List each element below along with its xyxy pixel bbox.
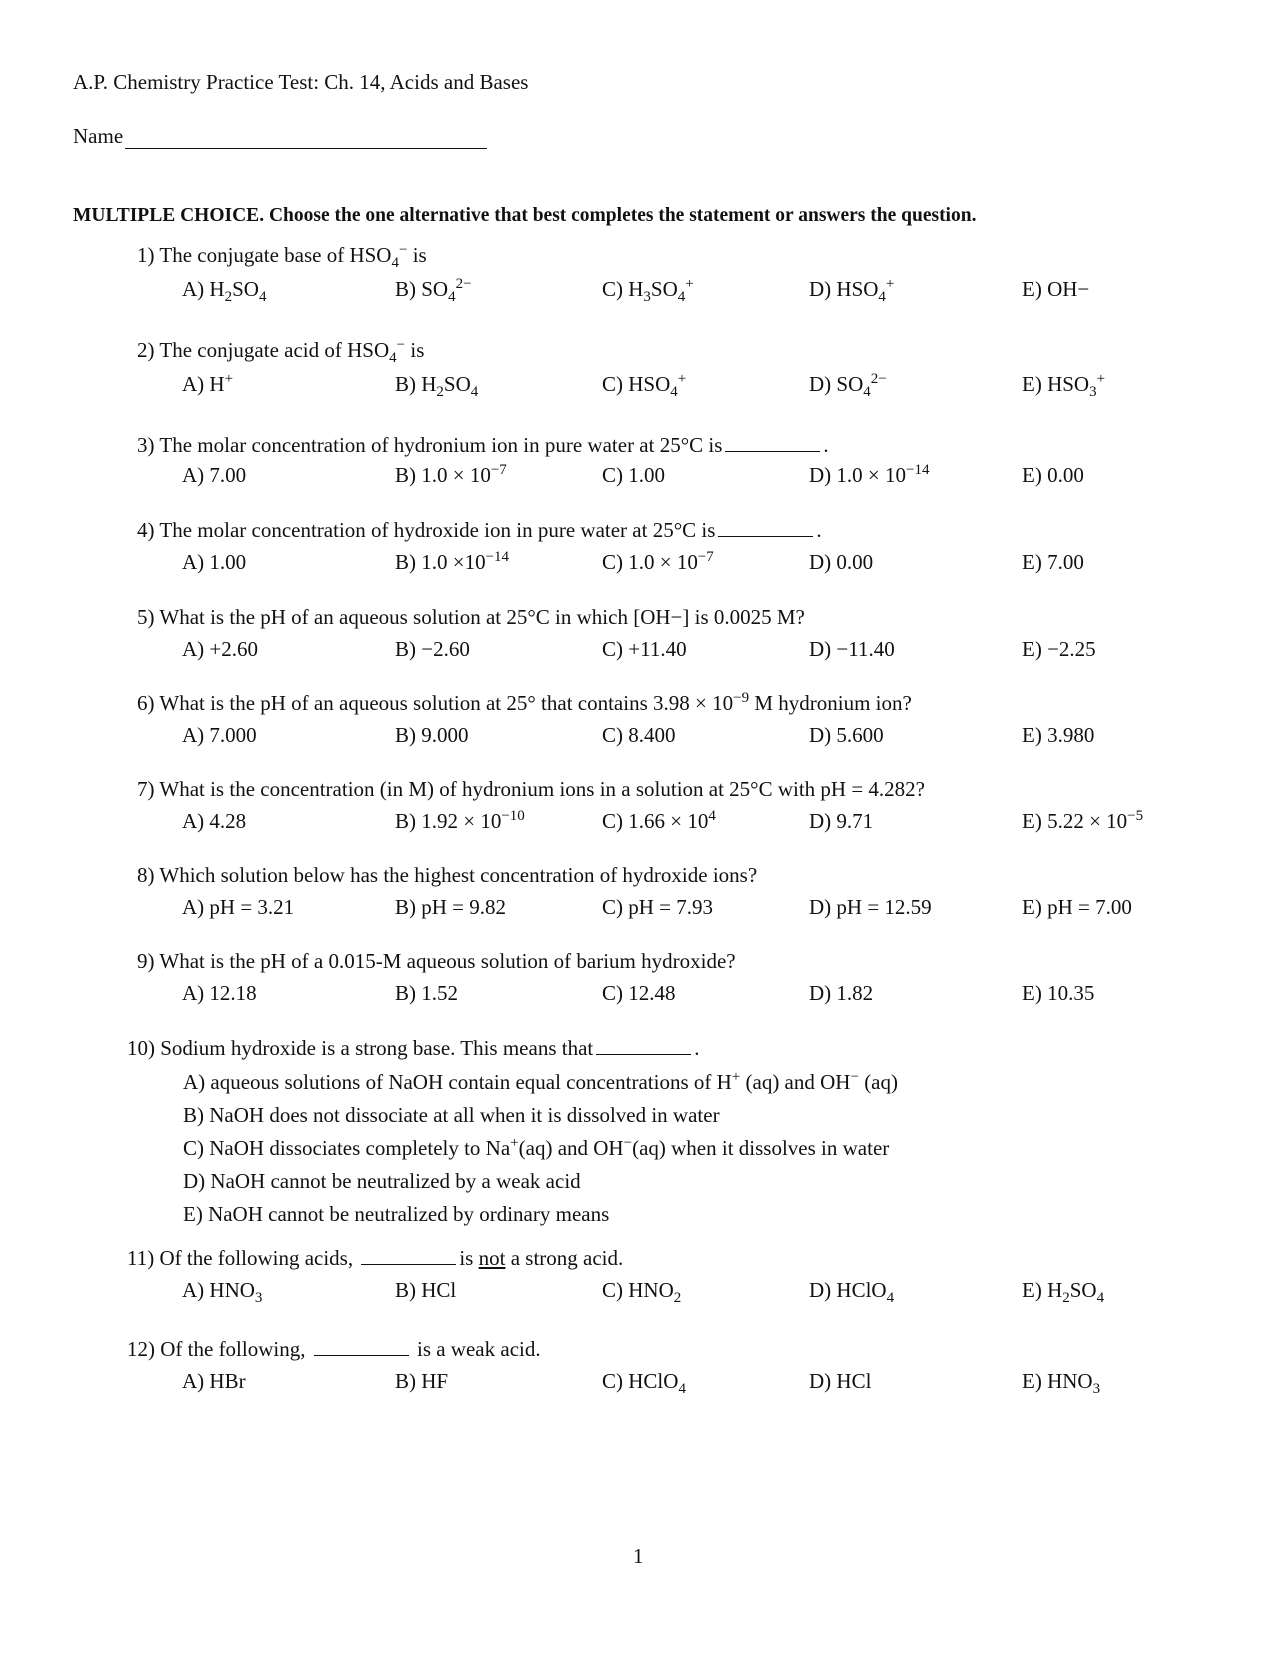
answer-blank[interactable] (725, 433, 820, 452)
option-b[interactable]: B) HCl (395, 1278, 457, 1302)
answer-options (0, 1278, 1280, 1308)
question-stem: 3) The molar concentration of hydronium ion in pure water at 25°C is . (137, 433, 829, 457)
option-e[interactable]: E) pH = 7.00 (1022, 895, 1132, 919)
option-e[interactable]: E) $HNO_3$ (1022, 1369, 1101, 1397)
option-c[interactable]: C) 1.00 (602, 463, 665, 487)
question-stem: 4) The molar concentration of hydroxide ion in pure water at 25°C is . (137, 518, 822, 542)
option-c[interactable]: C) +11.40 (602, 637, 687, 661)
question-stem: 8) Which solution below has the highest concentration of hydroxide ions? (137, 863, 758, 887)
answer-options (183, 1070, 898, 1235)
option-e[interactable]: E) 0.00 (1022, 463, 1084, 487)
answer-options (0, 372, 1280, 402)
answer-options (0, 550, 1280, 580)
name-field (73, 124, 487, 149)
option-a[interactable]: A) HBr (182, 1369, 246, 1393)
answer-blank[interactable] (596, 1036, 691, 1055)
option-b[interactable]: B) pH = 9.82 (395, 895, 507, 919)
question-stem: 7) What is the concentration (in M) of hydronium ions in a solution at 25°C with pH = 4.282? (137, 777, 926, 801)
page-number: 1 (633, 1544, 644, 1568)
option-a[interactable]: A) aqueous solutions of NaOH contain equal concentrations of H+ (aq) and OH− (aq) (183, 1069, 898, 1094)
option-a[interactable]: A) 4.28 (182, 809, 247, 833)
option-c[interactable]: C) 12.48 (602, 981, 676, 1005)
answer-options (0, 809, 1280, 839)
answer-options (0, 637, 1280, 667)
answer-options (0, 895, 1280, 925)
option-d[interactable]: D) $HSO_4^+$ (809, 276, 895, 305)
option-b[interactable]: B) $1.92 \times 10^{-10}$ (395, 808, 525, 833)
option-a[interactable]: A) 1.00 (182, 550, 247, 574)
option-d[interactable]: D) NaOH cannot be neutralized by a weak acid (183, 1169, 581, 1193)
option-c[interactable]: C) pH = 7.93 (602, 895, 714, 919)
option-d[interactable]: D) −11.40 (809, 637, 895, 661)
option-c[interactable]: C) $HNO_2$ (602, 1278, 682, 1306)
option-e[interactable]: E) −2.25 (1022, 637, 1096, 661)
option-e[interactable]: E) 7.00 (1022, 550, 1084, 574)
option-b[interactable]: B) $1.0 \times 10^{-14}$ (395, 549, 510, 574)
option-c[interactable]: C) $H_3SO_4^+$ (602, 276, 694, 305)
option-b[interactable]: B) HF (395, 1369, 449, 1393)
option-d[interactable]: D) 0.00 (809, 550, 874, 574)
answer-blank[interactable] (314, 1337, 409, 1356)
option-a[interactable]: A) $H_2SO_4$ (182, 277, 267, 305)
option-b[interactable]: B) $H_2SO_4$ (395, 372, 479, 400)
option-e[interactable]: E) NaOH cannot be neutralized by ordinary means (183, 1202, 610, 1226)
option-c[interactable]: C) NaOH dissociates completely to Na+(aq) and OH−(aq) when it dissolves in water (183, 1135, 890, 1160)
question-stem: 11) Of the following acids, is not a strong acid. (127, 1246, 624, 1270)
option-c[interactable]: C) $HSO_4^+$ (602, 371, 687, 400)
answer-options (0, 723, 1280, 753)
option-e[interactable]: E) OH− (1022, 277, 1090, 301)
option-d[interactable]: D) $1.0 \times 10^{-14}$ (809, 462, 930, 487)
answer-options (0, 463, 1280, 493)
option-a[interactable]: A) H+ (182, 371, 234, 396)
option-b[interactable]: B) NaOH does not dissociate at all when it is dissolved in water (183, 1103, 720, 1127)
question-stem: 1) The conjugate base of $HSO_4^-$ is (137, 242, 427, 271)
option-e[interactable]: E) 3.980 (1022, 723, 1095, 747)
question-stem: 2) The conjugate acid of $HSO_4^-$ is (137, 337, 425, 366)
option-d[interactable]: D) pH = 12.59 (809, 895, 932, 919)
page-title: A.P. Chemistry Practice Test: Ch. 14, Acids and Bases (73, 70, 529, 94)
answer-options (0, 277, 1280, 307)
option-b[interactable]: B) $1.0 \times 10^{-7}$ (395, 462, 507, 487)
answer-options (0, 981, 1280, 1011)
option-d[interactable]: D) 1.82 (809, 981, 874, 1005)
option-a[interactable]: A) 7.00 (182, 463, 247, 487)
instructions: MULTIPLE CHOICE. Choose the one alternative that best completes the statement or answers the question. (73, 205, 977, 226)
option-b[interactable]: B) 1.52 (395, 981, 458, 1005)
option-d[interactable]: D) HCl (809, 1369, 872, 1393)
answer-blank[interactable] (361, 1246, 456, 1265)
option-b[interactable]: B) $SO_4^{2-}$ (395, 276, 472, 305)
option-a[interactable]: A) 12.18 (182, 981, 257, 1005)
option-a[interactable]: A) pH = 3.21 (182, 895, 295, 919)
question-stem: 10) Sodium hydroxide is a strong base. This means that . (127, 1036, 700, 1060)
option-d[interactable]: D) 9.71 (809, 809, 874, 833)
answer-options (0, 1369, 1280, 1399)
option-d[interactable]: D) 5.600 (809, 723, 884, 747)
option-a[interactable]: A) 7.000 (182, 723, 257, 747)
option-d[interactable]: D) HClO$_4$ (809, 1278, 895, 1306)
option-e[interactable]: E) $5.22 \times 10^{-5}$ (1022, 808, 1144, 833)
answer-blank[interactable] (718, 518, 813, 537)
option-c[interactable]: C) HClO$_4$ (602, 1369, 686, 1397)
option-a[interactable]: A) +2.60 (182, 637, 259, 661)
option-a[interactable]: A) $HNO_3$ (182, 1278, 263, 1306)
option-c[interactable]: C) $1.0 \times 10^{-7}$ (602, 549, 714, 574)
option-e[interactable]: E) $HSO_3^+$ (1022, 371, 1106, 400)
option-d[interactable]: D) $SO_4^{2-}$ (809, 371, 887, 400)
name-label: Name (73, 124, 124, 148)
name-blank-line[interactable] (125, 128, 487, 149)
option-e[interactable]: E) 10.35 (1022, 981, 1095, 1005)
option-c[interactable]: C) 8.400 (602, 723, 676, 747)
question-stem: 5) What is the pH of an aqueous solution at 25°C in which [OH−] is 0.0025 M? (137, 605, 805, 629)
option-e[interactable]: E) $H_2SO_4$ (1022, 1278, 1105, 1306)
option-c[interactable]: C) $1.66 \times 10^4$ (602, 808, 716, 833)
option-b[interactable]: B) 9.000 (395, 723, 469, 747)
question-stem: 9) What is the pH of a 0.015-M aqueous solution of barium hydroxide? (137, 949, 736, 973)
question-stem: 12) Of the following, is a weak acid. (127, 1337, 541, 1361)
question-stem: 6) What is the pH of an aqueous solution at 25° that contains $3.98 \times 10^{-9}$ M hydronium ion? (137, 690, 912, 715)
option-b[interactable]: B) −2.60 (395, 637, 470, 661)
